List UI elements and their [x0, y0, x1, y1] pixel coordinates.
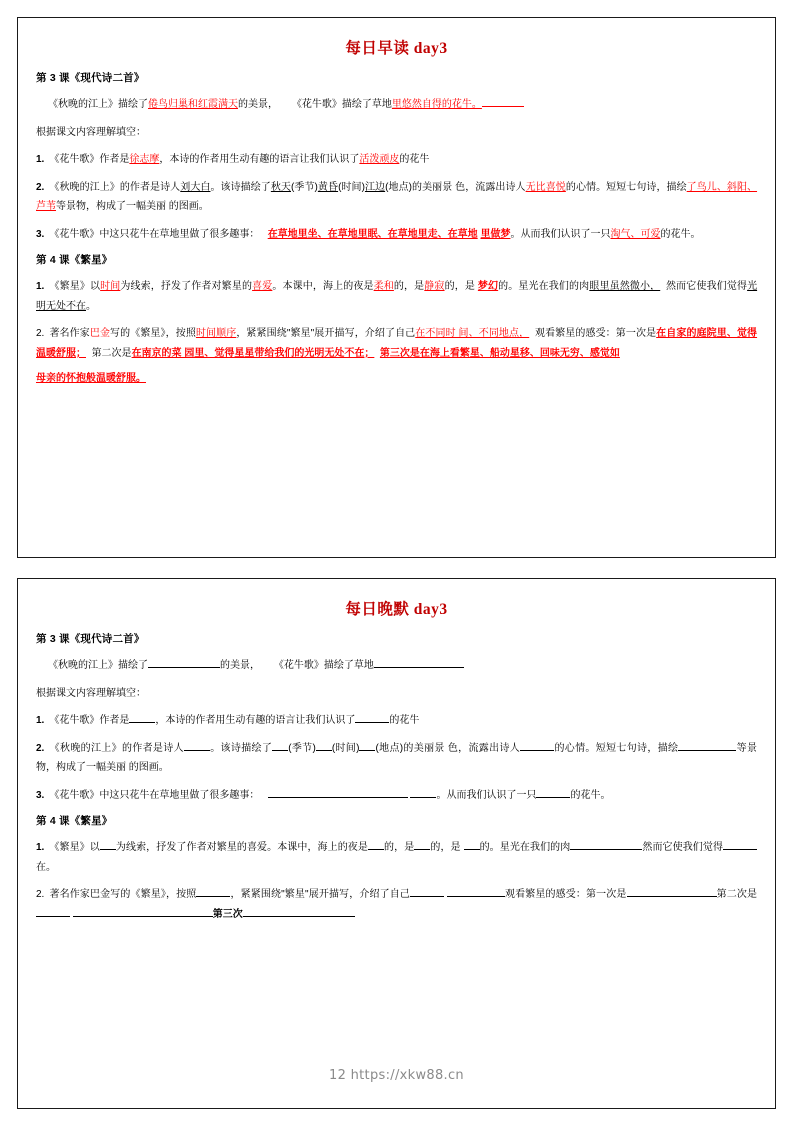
q5-answer-4: 在自家的庭院里、觉得温暖舒服；	[36, 328, 758, 359]
q5-answer-7: 母亲的怀抱般温暖舒服。	[36, 373, 146, 384]
intro-paragraph-evening	[36, 656, 757, 676]
q1-seg3: 的花牛	[399, 154, 430, 165]
q5-answer-6: 第三次是在海上看繁星、船动星移、回味无穷、感觉如	[379, 347, 620, 359]
intro-paragraph-morning	[36, 95, 757, 115]
q5-seg4: 观看繁星的感受：第一次是	[535, 328, 657, 339]
q2-answer-1: 刘大白	[180, 181, 211, 193]
q2-seg1: 《秋晚的江上》的作者是诗人	[49, 181, 181, 193]
q1-blank-1[interactable]	[129, 722, 155, 723]
intro-blank-1[interactable]	[148, 667, 220, 668]
q4-seg8: 。	[86, 300, 96, 312]
q4-blank-4[interactable]	[464, 849, 480, 850]
fill-in-prompt-evening: 根据课文内容理解填空：	[36, 687, 146, 699]
intro-seg1: 《秋晚的江上》描绘了	[48, 99, 148, 110]
question-4-morning	[36, 277, 757, 316]
q3-answer-1: 在草地里坐、在草地里眠、在草地里走、在草地	[267, 228, 478, 240]
q5-answer-1: 巴金	[89, 328, 111, 339]
q4-seg6-evening: 然而它使我们觉得	[642, 842, 724, 853]
q2-answer-6: 了鸟儿、斜阳、芦苇	[36, 181, 758, 212]
question-3-morning	[36, 225, 757, 245]
q5-seg3: ，紧紧围绕"繁星"展开描写，介绍了自己	[236, 328, 416, 339]
question-1-morning	[36, 150, 757, 170]
q1-blank-2[interactable]	[355, 722, 389, 723]
q2-blank-2[interactable]	[272, 750, 288, 751]
q2-seg4-evening: (时间)	[331, 742, 360, 754]
q4-answer-4: 静寂	[424, 281, 445, 292]
q3-seg2: 。从而我们认识了一只	[510, 228, 611, 240]
intro-answer-2: 里悠然自得的花牛。	[391, 99, 482, 110]
q1-answer-2: 活泼顽皮	[359, 154, 400, 165]
q1-seg3-evening: 的花牛	[389, 715, 420, 726]
question-5-number: 2.	[36, 328, 45, 339]
q3-answer-2: 里做梦	[480, 228, 511, 240]
q2-answer-3: 黄昏	[317, 181, 339, 193]
q4-answer-3: 柔和	[373, 281, 394, 292]
q4-blank-3[interactable]	[414, 849, 430, 850]
q5-seg1-evening: 著名作家巴金写的《繁星》，按照	[49, 889, 197, 900]
q2-seg7-evening: 等景物，构成了一幅美丽 的图画。	[36, 742, 758, 773]
q3-blank-1[interactable]	[268, 797, 408, 798]
q2-seg1-evening: 《秋晚的江上》的作者是诗人	[49, 742, 184, 754]
intro-seg1-evening: 《秋晚的江上》描绘了	[48, 660, 148, 671]
q4-blank-2[interactable]	[368, 849, 384, 850]
question-5-morning-tail	[36, 369, 757, 389]
q5-blank-3[interactable]	[447, 896, 505, 897]
q2-blank-4[interactable]	[359, 750, 375, 751]
q3-seg2-evening: 。从而我们认识了一只	[436, 789, 537, 801]
q5-seg4-evening: 第二次是	[716, 889, 758, 900]
q3-seg1: 《花牛歌》中这只花牛在草地里做了很多趣事：	[49, 228, 260, 240]
q5-seg2: 写的《繁星》，按照	[110, 328, 196, 339]
question-3-number-evening: 3.	[36, 789, 45, 801]
q2-seg3-evening: (季节)	[288, 742, 316, 754]
lesson-heading-3-morning: 第 3 课《现代诗二首》	[36, 72, 145, 84]
q4-seg1-evening: 《繁星》以	[49, 842, 100, 853]
q4-seg7-evening: 在。	[36, 861, 56, 873]
q4-answer-2: 喜爱	[252, 281, 273, 292]
q2-answer-4: 江边	[364, 181, 386, 193]
question-2-morning	[36, 178, 757, 217]
q1-seg2-evening: ，本诗的作者用生动有趣的语言让我们认识了	[155, 715, 356, 726]
q4-seg2-evening: 为线索，抒发了作者对繁星的喜爱。本课中，海上的夜是	[115, 842, 368, 853]
q4-seg6: 的。星光在我们的肉	[498, 281, 590, 292]
q5-seg2-evening: ，紧紧围绕"繁星"展开描写，介绍了自己	[230, 889, 410, 900]
q1-answer-1: 徐志摩	[129, 154, 160, 165]
q4-blank-1[interactable]	[100, 849, 116, 850]
q2-seg3: (季节)	[291, 181, 318, 193]
q4-seg5: 的，是	[444, 281, 475, 292]
q2-seg4: (时间)	[338, 181, 365, 193]
intro-blank-2[interactable]	[374, 667, 464, 668]
lesson-heading-3-evening: 第 3 课《现代诗二首》	[36, 633, 145, 645]
q1-seg2: ，本诗的作者用生动有趣的语言让我们认识了	[159, 154, 360, 165]
q4-answer-6: 眼里虽然微小，	[589, 281, 661, 292]
q5-answer-2: 时间顺序	[195, 328, 237, 339]
q2-seg5: (地点)的美丽景 色，流露出诗人	[385, 181, 526, 193]
q2-seg5-evening: (地点)的美丽景 色，流露出诗人	[375, 742, 521, 754]
intro-blank-line	[482, 106, 524, 107]
q5-blank-7[interactable]	[243, 916, 355, 917]
intro-answer-1: 倦鸟归巢和红霞满天	[148, 99, 238, 110]
q2-seg7: 等景物，构成了一幅美丽 的图画。	[56, 201, 209, 212]
q3-blank-2[interactable]	[410, 797, 436, 798]
q1-seg1: 《花牛歌》作者是	[49, 154, 130, 165]
question-3-evening	[36, 786, 757, 806]
q5-blank-2[interactable]	[410, 896, 444, 897]
question-5-number-evening: 2.	[36, 889, 45, 900]
question-1-number: 1.	[36, 154, 45, 165]
intro-seg2: 的美景，	[238, 99, 278, 110]
q3-seg1-evening: 《花牛歌》中这只花牛在草地里做了很多趣事：	[49, 789, 260, 801]
question-4-number-evening: 1.	[36, 842, 45, 853]
intro-seg3-evening: 《花牛歌》描绘了草地	[273, 660, 374, 671]
q2-blank-6[interactable]	[678, 750, 736, 751]
q4-blank-5[interactable]	[570, 849, 642, 850]
q5-blank-4[interactable]	[627, 896, 717, 897]
q4-seg3: 。本课中，海上的夜是	[272, 281, 374, 292]
page-title-evening: 每日晚默 day3	[345, 601, 448, 618]
question-2-evening	[36, 739, 757, 778]
q3-seg3: 的花牛。	[660, 228, 701, 240]
page-title-morning: 每日早读 day3	[345, 40, 448, 57]
q4-blank-6[interactable]	[723, 849, 757, 850]
q4-seg3-evening: 的，是	[383, 842, 415, 853]
worksheet-morning	[17, 17, 776, 558]
q2-blank-5[interactable]	[520, 750, 554, 751]
q4-seg4-evening: 的，是	[430, 842, 461, 853]
q5-seg5-evening: 第三次	[212, 908, 243, 920]
question-2-number-evening: 2.	[36, 742, 45, 754]
lesson-heading-4-evening: 第 4 课《繁星》	[36, 815, 113, 827]
q2-seg6: 的心情。短短七句诗，描绘	[565, 181, 687, 193]
q5-seg1: 著名作家	[49, 328, 90, 339]
q4-seg5-evening: 的。星光在我们的肉	[479, 842, 571, 853]
question-3-number: 3.	[36, 228, 45, 240]
question-1-number-evening: 1.	[36, 715, 45, 726]
q3-answer-3: 淘气、可爱	[610, 228, 661, 240]
q5-seg3-evening: 观看繁星的感受：第一次是	[504, 889, 627, 900]
q4-seg4: 的，是	[393, 281, 425, 292]
q4-answer-7: 光明无处不在	[36, 281, 758, 312]
worksheet-evening	[17, 578, 776, 1109]
question-4-evening	[36, 838, 757, 877]
watermark: 12 https://xkw88.cn	[329, 1068, 464, 1083]
q2-answer-2: 秋天	[270, 181, 291, 193]
question-5-evening	[36, 885, 757, 924]
q3-blank-3[interactable]	[536, 797, 570, 798]
question-2-number: 2.	[36, 181, 45, 193]
q5-blank-6[interactable]	[73, 916, 213, 917]
q4-seg7: 然而它使我们觉得	[666, 281, 748, 292]
intro-seg2-evening: 的美景，	[220, 660, 260, 671]
q5-blank-5[interactable]	[36, 916, 70, 917]
question-5-morning	[36, 324, 757, 363]
q5-blank-1[interactable]	[196, 896, 230, 897]
q4-answer-5: 梦幻	[477, 281, 499, 292]
q2-seg2: 。该诗描绘了	[210, 181, 271, 193]
q5-answer-5: 在南京的菜 园里、觉得星星带给我们的光明无处不在；	[131, 347, 375, 359]
q5-answer-3: 在不同时 间、不同地点，	[415, 328, 530, 339]
q2-blank-1[interactable]	[184, 750, 210, 751]
q4-seg2: 为线索，抒发了作者对繁星的	[120, 281, 253, 292]
lesson-heading-4-morning: 第 4 课《繁星》	[36, 254, 113, 266]
q2-answer-5: 无比喜悦	[525, 181, 566, 193]
q2-seg6-evening: 的心情。短短七句诗，描绘	[554, 742, 679, 754]
question-4-number: 1.	[36, 281, 45, 292]
q4-answer-1: 时间	[100, 281, 121, 292]
q5-seg5: 第二次是	[91, 347, 132, 359]
q2-blank-3[interactable]	[316, 750, 332, 751]
q2-seg2-evening: 。该诗描绘了	[209, 742, 273, 754]
fill-in-prompt-morning: 根据课文内容理解填空：	[36, 126, 146, 138]
q3-seg3-evening: 的花牛。	[570, 789, 611, 801]
q4-seg1: 《繁星》以	[49, 281, 101, 292]
q1-seg1-evening: 《花牛歌》作者是	[49, 715, 130, 726]
question-1-evening	[36, 711, 757, 731]
intro-seg3: 《花牛歌》描绘了草地	[291, 99, 392, 110]
